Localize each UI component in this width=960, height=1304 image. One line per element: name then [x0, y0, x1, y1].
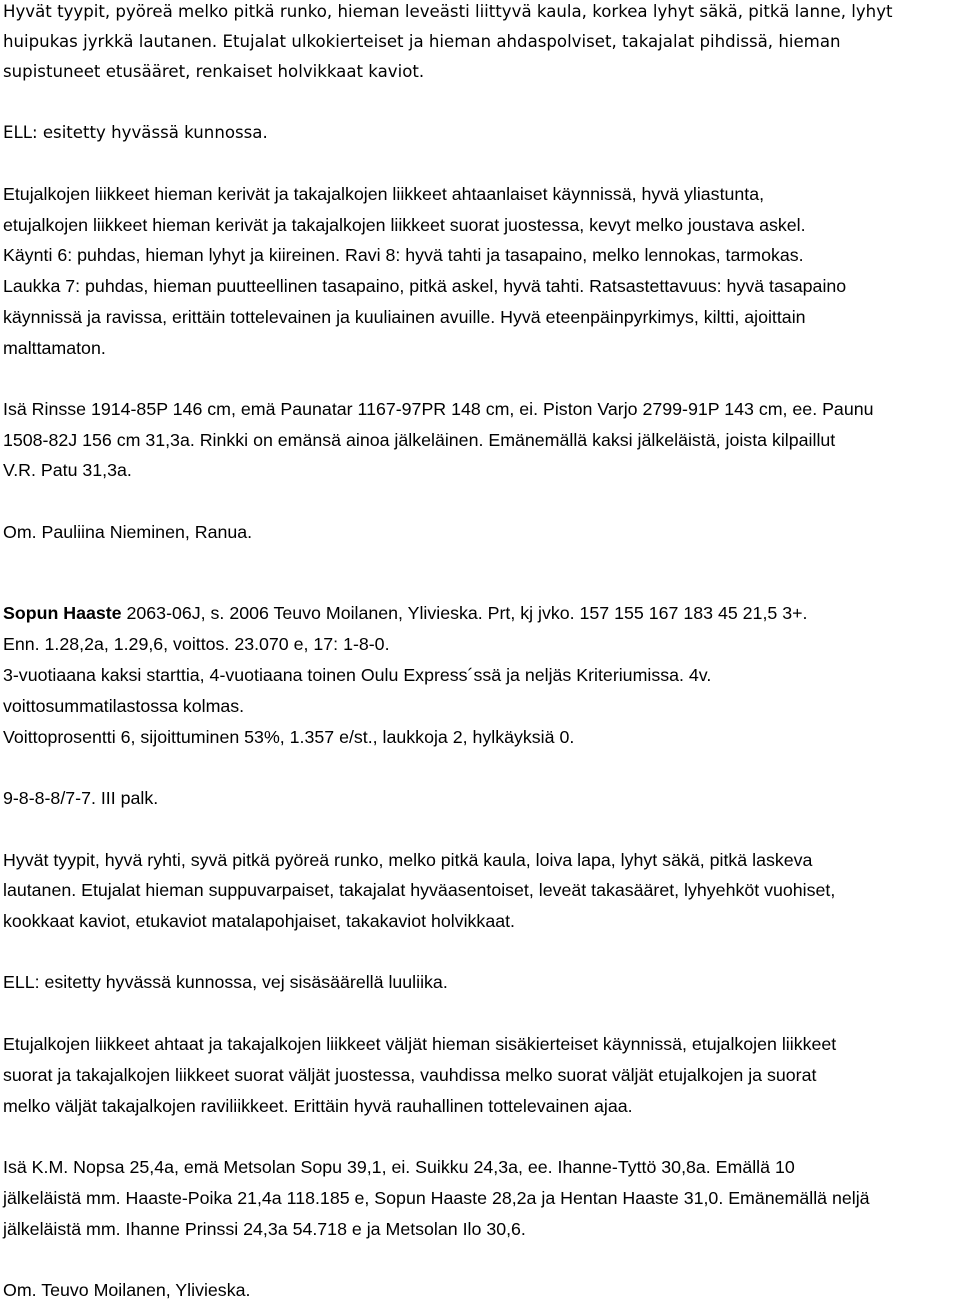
horse-header-details: 2063-06J, s. 2006 Teuvo Moilanen, Ylivieska. Prt, kj jvko. 157 155 167 183 45 21,5 3+. — [121, 603, 808, 623]
horse-name: Sopun Haaste — [3, 603, 122, 623]
text-line: malttamaton. — [3, 338, 106, 358]
text-line: lautanen. Etujalat hieman suppuvarpaiset, takajalat hyväasentoiset, leveät takasääret, lyhyehköt vuohiset, — [3, 880, 836, 900]
score-line: 9-8-8-8/7-7. III palk. — [3, 788, 159, 808]
text-line: käynnissä ja ravissa, erittäin tottelevainen ja kuuliainen avuille. Hyvä eteenpäinpyrkimys, kiltti, ajoittain — [3, 307, 806, 327]
text-line: Etujalkojen liikkeet hieman kerivät ja takajalkojen liikkeet ahtaanlaiset käynnissä, hyvä yliastunta, — [3, 184, 765, 204]
text-line: Isä K.M. Nopsa 25,4a, emä Metsolan Sopu 39,1, ei. Suikku 24,3a, ee. Ihanne-Tyttö 30,8a. Emällä 10 — [3, 1157, 795, 1177]
text-line: etujalkojen liikkeet hieman kerivät ja takajalkojen liikkeet suorat juostessa, kevyt melko joustava askel. — [3, 215, 806, 235]
text-line: voittosummatilastossa kolmas. — [3, 696, 245, 716]
text-line: V.R. Patu 31,3a. — [3, 460, 132, 480]
text-line: Hyvät tyypit, pyöreä melko pitkä runko, hieman leveästi liittyvä kaula, korkea lyhyt säkä, pitkä lanne, lyhyt — [3, 2, 893, 21]
text-line: suorat ja takajalkojen liikkeet suorat väljät juostessa, vauhdissa melko suorat väljät etujalkojen ja suorat — [3, 1065, 817, 1085]
text-line: Hyvät tyypit, hyvä ryhti, syvä pitkä pyöreä runko, melko pitkä kaula, loiva lapa, lyhyt säkä, pitkä laskeva — [3, 850, 813, 870]
text-line: huipukas jyrkkä lautanen. Etujalat ulkokierteiset ja hieman ahdaspolviset, takajalat pihdissä, hieman — [3, 32, 841, 51]
text-line: Voittoprosentti 6, sijoittuminen 53%, 1.357 e/st., laukkoja 2, hylkäyksiä 0. — [3, 727, 575, 747]
text-line: Isä Rinsse 1914-85P 146 cm, emä Paunatar 1167-97PR 148 cm, ei. Piston Varjo 2799-91P 143 cm, ee. Paunu — [3, 399, 874, 419]
text-line: melko väljät takajalkojen raviliikkeet. Erittäin hyvä rauhallinen tottelevainen ajaa. — [3, 1096, 633, 1116]
ell-note: ELL: esitetty hyvässä kunnossa. — [3, 123, 268, 142]
owner-line: Om. Teuvo Moilanen, Ylivieska. — [3, 1280, 251, 1300]
text-line: jälkeläistä mm. Haaste-Poika 21,4a 118.185 e, Sopun Haaste 28,2a ja Hentan Haaste 31,0. Emänemällä neljä — [3, 1188, 870, 1208]
text-line: Etujalkojen liikkeet ahtaat ja takajalkojen liikkeet väljät hieman sisäkierteiset käynnissä, etujalkojen liikkeet — [3, 1034, 837, 1054]
text-line: 3-vuotiaana kaksi starttia, 4-vuotiaana toinen Oulu Express´ssä ja neljäs Kriteriumissa. 4v. — [3, 665, 712, 685]
text-line: Laukka 7: puhdas, hieman puutteellinen tasapaino, pitkä askel, hyvä tahti. Ratsastettavuus: hyvä tasapaino — [3, 276, 847, 296]
text-line: 1508-82J 156 cm 31,3a. Rinkki on emänsä ainoa jälkeläinen. Emänemällä kaksi jälkeläistä, joista kilpaillut — [3, 430, 836, 450]
ell-note: ELL: esitetty hyvässä kunnossa, vej sisäsäärellä luuliika. — [3, 972, 448, 992]
horse-header — [3, 601, 807, 625]
text-line: supistuneet etusääret, renkaiset holvikkaat kaviot. — [3, 62, 425, 81]
owner-line: Om. Pauliina Nieminen, Ranua. — [3, 522, 253, 542]
records-line: Enn. 1.28,2a, 1.29,6, voittos. 23.070 e, 17: 1-8-0. — [3, 634, 390, 654]
text-line: kookkaat kaviot, etukaviot matalapohjaiset, takakaviot holvikkaat. — [3, 911, 515, 931]
text-line: jälkeläistä mm. Ihanne Prinssi 24,3a 54.718 e ja Metsolan Ilo 30,6. — [3, 1219, 526, 1239]
text-line: Käynti 6: puhdas, hieman lyhyt ja kiireinen. Ravi 8: hyvä tahti ja tasapaino, melko lennokas, tarmokas. — [3, 245, 804, 265]
